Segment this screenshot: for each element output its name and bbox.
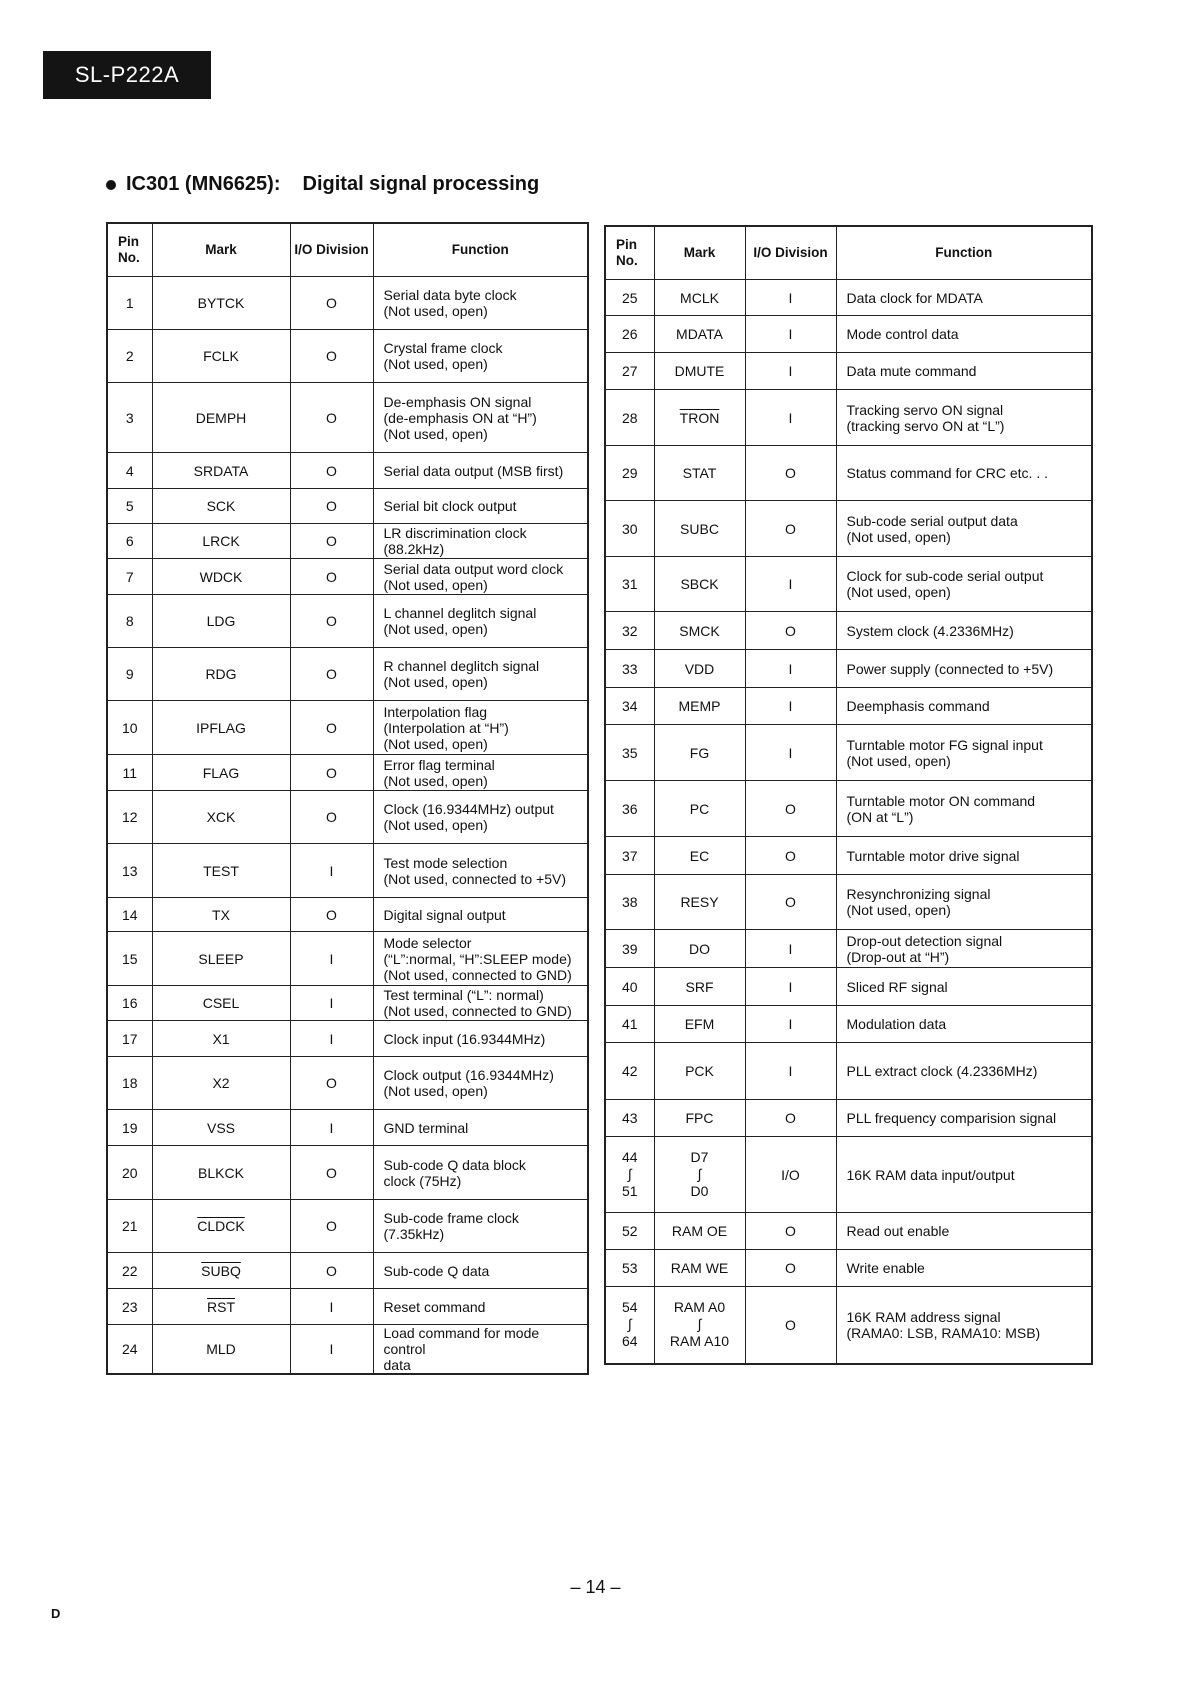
pin-io: O	[290, 453, 373, 489]
range-symbol: ∫	[627, 1316, 632, 1333]
pin-io: O	[745, 446, 836, 501]
pin-mark: $\overline{RST}$	[152, 1289, 290, 1325]
mark-range	[654, 1287, 745, 1364]
section-title	[106, 173, 539, 196]
pin-number: 6	[107, 524, 152, 559]
pin-range-start: 44	[621, 1149, 638, 1165]
mark-range-start: RAM A0	[673, 1299, 726, 1316]
page-number: – 14 –	[570, 1577, 621, 1597]
table-row	[107, 1253, 588, 1289]
pin-function: Turntable motor ON command (ON at “L”)	[836, 781, 1092, 837]
pin-number: 53	[605, 1250, 654, 1287]
table-row	[605, 1043, 1092, 1100]
pin-function: Sliced RF signal	[836, 968, 1092, 1006]
pin-function: GND terminal	[373, 1110, 588, 1146]
pin-function: Turntable motor FG signal input (Not used, open)	[836, 725, 1092, 781]
pin-range	[605, 1137, 654, 1213]
pin-io: O	[290, 755, 373, 791]
header-io: I/O Division	[745, 226, 836, 280]
table-row	[605, 501, 1092, 557]
pin-function: Modulation data	[836, 1006, 1092, 1043]
pin-mark: WDCK	[152, 559, 290, 595]
pin-function: Serial bit clock output	[373, 489, 588, 524]
table-header-row	[605, 226, 1092, 280]
pin-mark: SRF	[654, 968, 745, 1006]
pin-io: I	[745, 316, 836, 353]
pin-function: Write enable	[836, 1250, 1092, 1287]
pin-io: I	[745, 725, 836, 781]
pin-mark: MDATA	[654, 316, 745, 353]
pin-io: I/O	[745, 1137, 836, 1213]
pin-mark: DMUTE	[654, 353, 745, 390]
pin-number: 30	[605, 501, 654, 557]
table-row	[107, 1289, 588, 1325]
pin-function: Status command for CRC etc. . .	[836, 446, 1092, 501]
pin-number: 38	[605, 875, 654, 930]
pin-io: I	[290, 1325, 373, 1375]
pin-function: Crystal frame clock (Not used, open)	[373, 330, 588, 383]
pin-function: Drop-out detection signal (Drop-out at “H”)	[836, 930, 1092, 968]
pin-mark: PC	[654, 781, 745, 837]
pin-mark: VDD	[654, 650, 745, 688]
pin-number: 28	[605, 390, 654, 446]
pin-number: 31	[605, 557, 654, 612]
pin-number: 36	[605, 781, 654, 837]
pin-mark: MEMP	[654, 688, 745, 725]
pin-number: 32	[605, 612, 654, 650]
pin-function: System clock (4.2336MHz)	[836, 612, 1092, 650]
pin-io: O	[290, 489, 373, 524]
pin-io: I	[745, 1043, 836, 1100]
pin-io: I	[745, 1006, 836, 1043]
pin-function: Test mode selection (Not used, connected to +5V)	[373, 844, 588, 898]
pin-number: 20	[107, 1146, 152, 1200]
pin-function: 16K RAM data input/output	[836, 1137, 1092, 1213]
pin-number: 35	[605, 725, 654, 781]
pin-number: 23	[107, 1289, 152, 1325]
table-row	[107, 1146, 588, 1200]
pin-io: O	[745, 501, 836, 557]
pin-function: Sub-code Q data block clock (75Hz)	[373, 1146, 588, 1200]
pin-function: Serial data output (MSB first)	[373, 453, 588, 489]
pin-function: Resynchronizing signal (Not used, open)	[836, 875, 1092, 930]
table-row	[107, 559, 588, 595]
pin-io: O	[745, 781, 836, 837]
pin-mark: EFM	[654, 1006, 745, 1043]
pin-function: R channel deglitch signal (Not used, open)	[373, 648, 588, 701]
model-badge: SL-P222A	[43, 51, 211, 99]
table-row	[107, 898, 588, 932]
pin-mark: BLKCK	[152, 1146, 290, 1200]
pin-mark: RDG	[152, 648, 290, 701]
pin-mark: TEST	[152, 844, 290, 898]
pin-mark: PCK	[654, 1043, 745, 1100]
pin-number: 17	[107, 1021, 152, 1057]
table-row	[605, 930, 1092, 968]
pin-mark: XCK	[152, 791, 290, 844]
table-row	[605, 1006, 1092, 1043]
pin-io: O	[290, 595, 373, 648]
pin-number: 9	[107, 648, 152, 701]
pin-range	[605, 1287, 654, 1364]
pin-number: 40	[605, 968, 654, 1006]
pin-mark: CSEL	[152, 986, 290, 1021]
pin-table-right	[604, 225, 1093, 1365]
pin-number: 26	[605, 316, 654, 353]
pin-mark: MLD	[152, 1325, 290, 1375]
pin-mark: SRDATA	[152, 453, 290, 489]
pin-function: Load command for mode control data	[373, 1325, 588, 1375]
pin-function: Data mute command	[836, 353, 1092, 390]
pin-function: Tracking servo ON signal (tracking servo ON at “L”)	[836, 390, 1092, 446]
table-row	[605, 1213, 1092, 1250]
pin-number: 27	[605, 353, 654, 390]
pin-function: Error flag terminal (Not used, open)	[373, 755, 588, 791]
pin-mark: FCLK	[152, 330, 290, 383]
header-pin: Pin No.	[107, 223, 152, 277]
header-mark: Mark	[654, 226, 745, 280]
pin-mark: RAM WE	[654, 1250, 745, 1287]
table-row	[107, 1021, 588, 1057]
range-symbol: ∫	[627, 1166, 632, 1182]
pin-mark: LDG	[152, 595, 290, 648]
pin-number: 16	[107, 986, 152, 1021]
pin-io: I	[290, 932, 373, 986]
mark-range-start: D7	[690, 1149, 709, 1165]
table-row	[107, 844, 588, 898]
table-row	[107, 277, 588, 330]
table-row	[605, 837, 1092, 875]
pin-function: Power supply (connected to +5V)	[836, 650, 1092, 688]
table-row	[107, 453, 588, 489]
pin-io: I	[745, 968, 836, 1006]
pin-io: O	[745, 875, 836, 930]
table-row	[107, 1200, 588, 1253]
pin-mark: IPFLAG	[152, 701, 290, 755]
section-function: Digital signal processing	[302, 173, 540, 195]
pin-number: 1	[107, 277, 152, 330]
pin-mark: FPC	[654, 1100, 745, 1137]
pin-function: Deemphasis command	[836, 688, 1092, 725]
pin-mark: SCK	[152, 489, 290, 524]
table-row	[605, 688, 1092, 725]
pin-mark: BYTCK	[152, 277, 290, 330]
pin-function: Sub-code serial output data (Not used, open)	[836, 501, 1092, 557]
pin-mark: X2	[152, 1057, 290, 1110]
table-row	[605, 280, 1092, 316]
table-row	[605, 353, 1092, 390]
pin-io: I	[290, 1110, 373, 1146]
pin-number: 52	[605, 1213, 654, 1250]
pin-io: O	[290, 524, 373, 559]
pin-io: O	[290, 383, 373, 453]
table-row	[107, 986, 588, 1021]
pin-io: O	[745, 1250, 836, 1287]
pin-number: 42	[605, 1043, 654, 1100]
pin-function: Test terminal (“L”: normal) (Not used, connected to GND)	[373, 986, 588, 1021]
pin-function: De-emphasis ON signal (de-emphasis ON at “H”) (Not used, open)	[373, 383, 588, 453]
pin-number: 39	[605, 930, 654, 968]
pin-function: Serial data output word clock (Not used, open)	[373, 559, 588, 595]
pin-function: PLL frequency comparision signal	[836, 1100, 1092, 1137]
table-row	[605, 875, 1092, 930]
pin-number: 5	[107, 489, 152, 524]
table-row	[605, 390, 1092, 446]
pin-number: 25	[605, 280, 654, 316]
pin-mark: SMCK	[654, 612, 745, 650]
pin-function: Clock for sub-code serial output (Not used, open)	[836, 557, 1092, 612]
pin-io: O	[745, 1213, 836, 1250]
pin-io: O	[290, 1200, 373, 1253]
table-row	[605, 1137, 1092, 1213]
pin-io: I	[290, 986, 373, 1021]
pin-mark: SBCK	[654, 557, 745, 612]
table-row	[107, 330, 588, 383]
mark-range	[654, 1137, 745, 1213]
table-row	[605, 781, 1092, 837]
table-row	[605, 968, 1092, 1006]
pin-io: O	[290, 330, 373, 383]
pin-function: Interpolation flag (Interpolation at “H”) (Not used, open)	[373, 701, 588, 755]
pin-mark: LRCK	[152, 524, 290, 559]
pin-mark: X1	[152, 1021, 290, 1057]
pin-number: 11	[107, 755, 152, 791]
mark-range-end: RAM A10	[669, 1333, 730, 1350]
pin-io: O	[290, 1057, 373, 1110]
pin-number: 14	[107, 898, 152, 932]
range-symbol: ∫	[697, 1316, 702, 1333]
pin-mark: RAM OE	[654, 1213, 745, 1250]
pin-function: Read out enable	[836, 1213, 1092, 1250]
pin-function: Digital signal output	[373, 898, 588, 932]
header-io: I/O Division	[290, 223, 373, 277]
pin-mark: DEMPH	[152, 383, 290, 453]
table-row	[107, 1110, 588, 1146]
table-header-row	[107, 223, 588, 277]
table-row	[605, 1250, 1092, 1287]
section-part-number: IC301 (MN6625):	[126, 173, 281, 195]
pin-io: I	[290, 1289, 373, 1325]
pin-number: 34	[605, 688, 654, 725]
table-row	[605, 650, 1092, 688]
pin-function: Serial data byte clock (Not used, open)	[373, 277, 588, 330]
pin-number: 37	[605, 837, 654, 875]
pin-number: 15	[107, 932, 152, 986]
pin-io: I	[290, 1021, 373, 1057]
pin-mark: EC	[654, 837, 745, 875]
pin-number: 7	[107, 559, 152, 595]
pin-io: O	[290, 791, 373, 844]
pin-mark: TRON	[654, 390, 745, 446]
pin-mark: RESY	[654, 875, 745, 930]
pin-mark: CLDCK	[152, 1200, 290, 1253]
pin-function: Data clock for MDATA	[836, 280, 1092, 316]
pin-mark: FLAG	[152, 755, 290, 791]
pin-io: O	[290, 277, 373, 330]
pin-number: 18	[107, 1057, 152, 1110]
pin-io: I	[745, 650, 836, 688]
pin-io: I	[745, 930, 836, 968]
header-mark: Mark	[152, 223, 290, 277]
pin-number: 12	[107, 791, 152, 844]
pin-number: 13	[107, 844, 152, 898]
pin-number: 4	[107, 453, 152, 489]
pin-table-left	[106, 222, 589, 1375]
table-row	[107, 932, 588, 986]
pin-number: 43	[605, 1100, 654, 1137]
pin-io: O	[290, 648, 373, 701]
pin-io: I	[290, 844, 373, 898]
table-row	[107, 791, 588, 844]
pin-mark: STAT	[654, 446, 745, 501]
pin-function: LR discrimination clock (88.2kHz)	[373, 524, 588, 559]
pin-number: 3	[107, 383, 152, 453]
header-function: Function	[836, 226, 1092, 280]
table-row	[605, 612, 1092, 650]
pin-function: L channel deglitch signal (Not used, open)	[373, 595, 588, 648]
pin-function: Turntable motor drive signal	[836, 837, 1092, 875]
pin-io: O	[290, 1146, 373, 1200]
pin-function: Mode selector (“L”:normal, “H”:SLEEP mode) (Not used, connected to GND)	[373, 932, 588, 986]
pin-mark: TX	[152, 898, 290, 932]
pin-number: 19	[107, 1110, 152, 1146]
pin-function: Clock output (16.9344MHz) (Not used, open)	[373, 1057, 588, 1110]
pin-number: 33	[605, 650, 654, 688]
table-row	[605, 557, 1092, 612]
pin-io: I	[745, 557, 836, 612]
pin-mark: DO	[654, 930, 745, 968]
footer-code: D	[51, 1606, 61, 1621]
mark-range-end: D0	[690, 1183, 709, 1199]
pin-io: O	[745, 1100, 836, 1137]
table-row	[107, 755, 588, 791]
pin-number: 21	[107, 1200, 152, 1253]
table-row	[107, 648, 588, 701]
pin-mark: SLEEP	[152, 932, 290, 986]
pin-mark: MCLK	[654, 280, 745, 316]
pin-number: 22	[107, 1253, 152, 1289]
pin-io: I	[745, 353, 836, 390]
table-row	[107, 1057, 588, 1110]
range-symbol: ∫	[697, 1166, 702, 1182]
pin-number: 2	[107, 330, 152, 383]
table-row	[107, 595, 588, 648]
pin-io: O	[290, 898, 373, 932]
pin-mark: FG	[654, 725, 745, 781]
table-row	[107, 489, 588, 524]
pin-io: O	[290, 701, 373, 755]
pin-function: Sub-code Q data	[373, 1253, 588, 1289]
table-row	[605, 725, 1092, 781]
table-row	[605, 1100, 1092, 1137]
pin-number: 41	[605, 1006, 654, 1043]
pin-mark: SUBC	[654, 501, 745, 557]
pin-number: 8	[107, 595, 152, 648]
pin-io: O	[290, 1253, 373, 1289]
pin-function: 16K RAM address signal (RAMA0: LSB, RAMA10: MSB)	[836, 1287, 1092, 1364]
pin-number: 29	[605, 446, 654, 501]
pin-range-end: 51	[621, 1183, 638, 1199]
pin-io: I	[745, 280, 836, 316]
pin-mark: VSS	[152, 1110, 290, 1146]
pin-range-start: 54	[621, 1299, 638, 1316]
table-row	[107, 383, 588, 453]
table-row	[605, 446, 1092, 501]
pin-io: I	[745, 688, 836, 725]
pin-function: Mode control data	[836, 316, 1092, 353]
pin-io: O	[745, 1287, 836, 1364]
header-pin: Pin No.	[605, 226, 654, 280]
pin-io: O	[745, 837, 836, 875]
pin-range-end: 64	[621, 1333, 638, 1350]
header-function: Function	[373, 223, 588, 277]
table-row	[107, 1325, 588, 1375]
pin-function: Reset command	[373, 1289, 588, 1325]
table-row	[107, 524, 588, 559]
pin-function: Sub-code frame clock (7.35kHz)	[373, 1200, 588, 1253]
pin-function: PLL extract clock (4.2336MHz)	[836, 1043, 1092, 1100]
table-row	[605, 316, 1092, 353]
pin-io: O	[745, 612, 836, 650]
pin-io: I	[745, 390, 836, 446]
pin-mark: SUBQ	[152, 1253, 290, 1289]
pin-function: Clock input (16.9344MHz)	[373, 1021, 588, 1057]
table-row	[107, 701, 588, 755]
pin-io: O	[290, 559, 373, 595]
pin-number: 10	[107, 701, 152, 755]
bullet-icon	[106, 180, 116, 190]
table-row	[605, 1287, 1092, 1364]
pin-function: Clock (16.9344MHz) output (Not used, open)	[373, 791, 588, 844]
pin-number: 24	[107, 1325, 152, 1375]
